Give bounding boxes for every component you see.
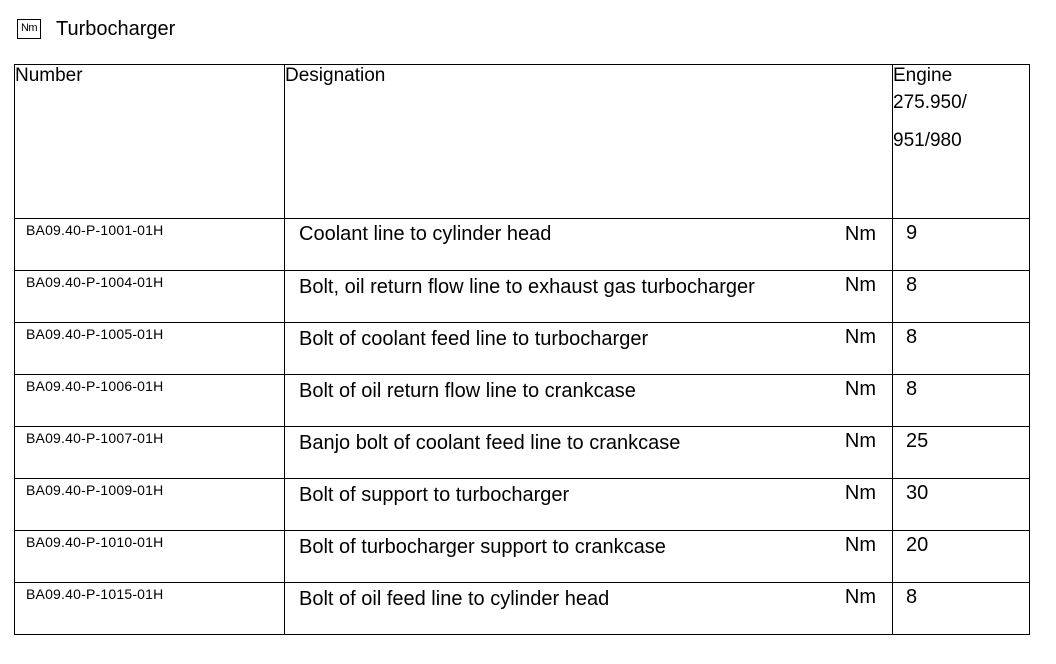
row-designation: Banjo bolt of coolant feed line to crankcase	[299, 432, 681, 454]
column-header-number: Number	[15, 65, 285, 219]
row-number: BA09.40-P-1015-01H	[15, 583, 285, 635]
row-designation: Bolt of turbocharger support to crankcase	[299, 536, 666, 558]
table-row	[15, 375, 1030, 427]
row-designation: Bolt of coolant feed line to turbocharger	[299, 328, 649, 350]
row-unit: Nm	[844, 223, 876, 245]
row-unit: Nm	[844, 586, 876, 608]
table-row	[15, 531, 1030, 583]
row-unit: Nm	[844, 534, 876, 556]
row-unit: Nm	[844, 378, 876, 400]
row-torque-value: 8	[893, 375, 1030, 427]
row-designation-cell	[285, 375, 893, 427]
row-unit: Nm	[844, 430, 876, 452]
torque-nm-icon: Nm	[17, 19, 41, 39]
torque-spec-table	[14, 64, 1030, 635]
page-title: Turbocharger	[56, 17, 176, 40]
row-designation-cell	[285, 531, 893, 583]
row-number: BA09.40-P-1009-01H	[15, 479, 285, 531]
row-number: BA09.40-P-1007-01H	[15, 427, 285, 479]
row-torque-value: 9	[893, 219, 1030, 271]
row-unit: Nm	[844, 482, 876, 504]
row-torque-value: 8	[893, 583, 1030, 635]
row-designation-cell	[285, 219, 893, 271]
row-torque-value: 30	[893, 479, 1030, 531]
row-designation-cell	[285, 323, 893, 375]
row-number: BA09.40-P-1010-01H	[15, 531, 285, 583]
engine-models-line2: 951/980	[893, 130, 962, 151]
row-designation: Bolt of oil return flow line to crankcase	[299, 380, 636, 402]
row-designation-cell	[285, 427, 893, 479]
row-designation: Bolt, oil return flow line to exhaust gas turbocharger	[299, 276, 755, 298]
engine-label: Engine	[893, 65, 953, 86]
row-designation-cell	[285, 583, 893, 635]
table-row	[15, 479, 1030, 531]
row-designation-cell	[285, 479, 893, 531]
engine-models-line1: 275.950/	[893, 92, 967, 113]
row-designation-cell	[285, 271, 893, 323]
row-unit: Nm	[844, 274, 876, 296]
row-designation: Bolt of oil feed line to cylinder head	[299, 588, 610, 610]
row-designation: Bolt of support to turbocharger	[299, 484, 570, 506]
row-designation: Coolant line to cylinder head	[299, 223, 552, 245]
page-header	[17, 16, 175, 42]
row-torque-value: 20	[893, 531, 1030, 583]
column-header-designation: Designation	[285, 65, 893, 219]
table-row	[15, 323, 1030, 375]
table-row	[15, 219, 1030, 271]
table-row	[15, 427, 1030, 479]
row-torque-value: 8	[893, 323, 1030, 375]
table-header-row	[15, 65, 1030, 219]
table-row	[15, 271, 1030, 323]
row-unit: Nm	[844, 326, 876, 348]
row-number: BA09.40-P-1005-01H	[15, 323, 285, 375]
column-header-engine	[893, 65, 1030, 219]
table-row	[15, 583, 1030, 635]
row-number: BA09.40-P-1006-01H	[15, 375, 285, 427]
row-number: BA09.40-P-1004-01H	[15, 271, 285, 323]
row-torque-value: 8	[893, 271, 1030, 323]
row-number: BA09.40-P-1001-01H	[15, 219, 285, 271]
row-torque-value: 25	[893, 427, 1030, 479]
